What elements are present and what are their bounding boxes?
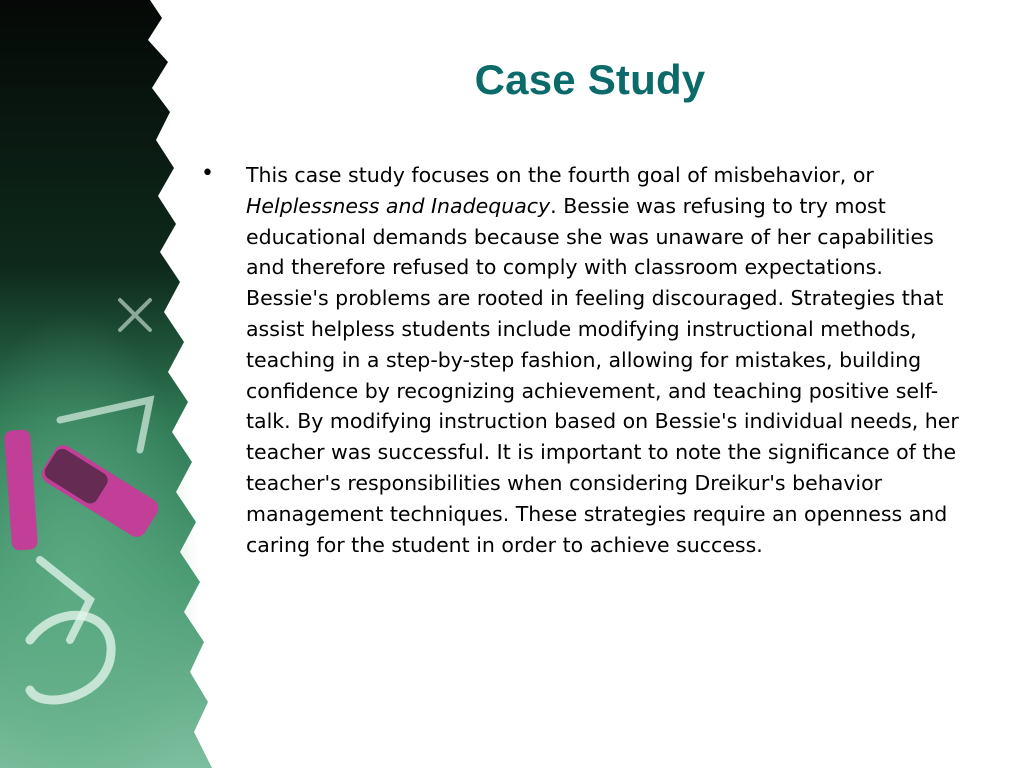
case-study-paragraph	[246, 160, 968, 560]
slide-title: Case Study	[474, 56, 706, 103]
body-text-emphasis: Helplessness and Inadequacy	[246, 193, 551, 218]
bullet-marker: •	[201, 161, 214, 186]
body-text-part-2: . Bessie was refusing to try most educational demands because she was unaware of her capabilities and therefore refused to comply with classroom expectations. Bessie's problems are rooted in feeling discouraged. Strategies that assist helpless students include modifying instructional methods, teaching in a step-by-step fashion, allowing for mistakes, building confidence by recognizing achievement, and teaching positive self-talk. By modifying instruction based on Bessie's individual needs, her teacher was successful. It is important to note the significance of the teacher's responsibilities when considering Dreikur's behavior management techniques. These strategies require an openness and caring for the student in order to achieve success.	[246, 193, 959, 557]
body-text-part-1: This case study focuses on the fourth goal of misbehavior, or	[246, 163, 874, 187]
chalkboard-background-image	[0, 0, 250, 768]
